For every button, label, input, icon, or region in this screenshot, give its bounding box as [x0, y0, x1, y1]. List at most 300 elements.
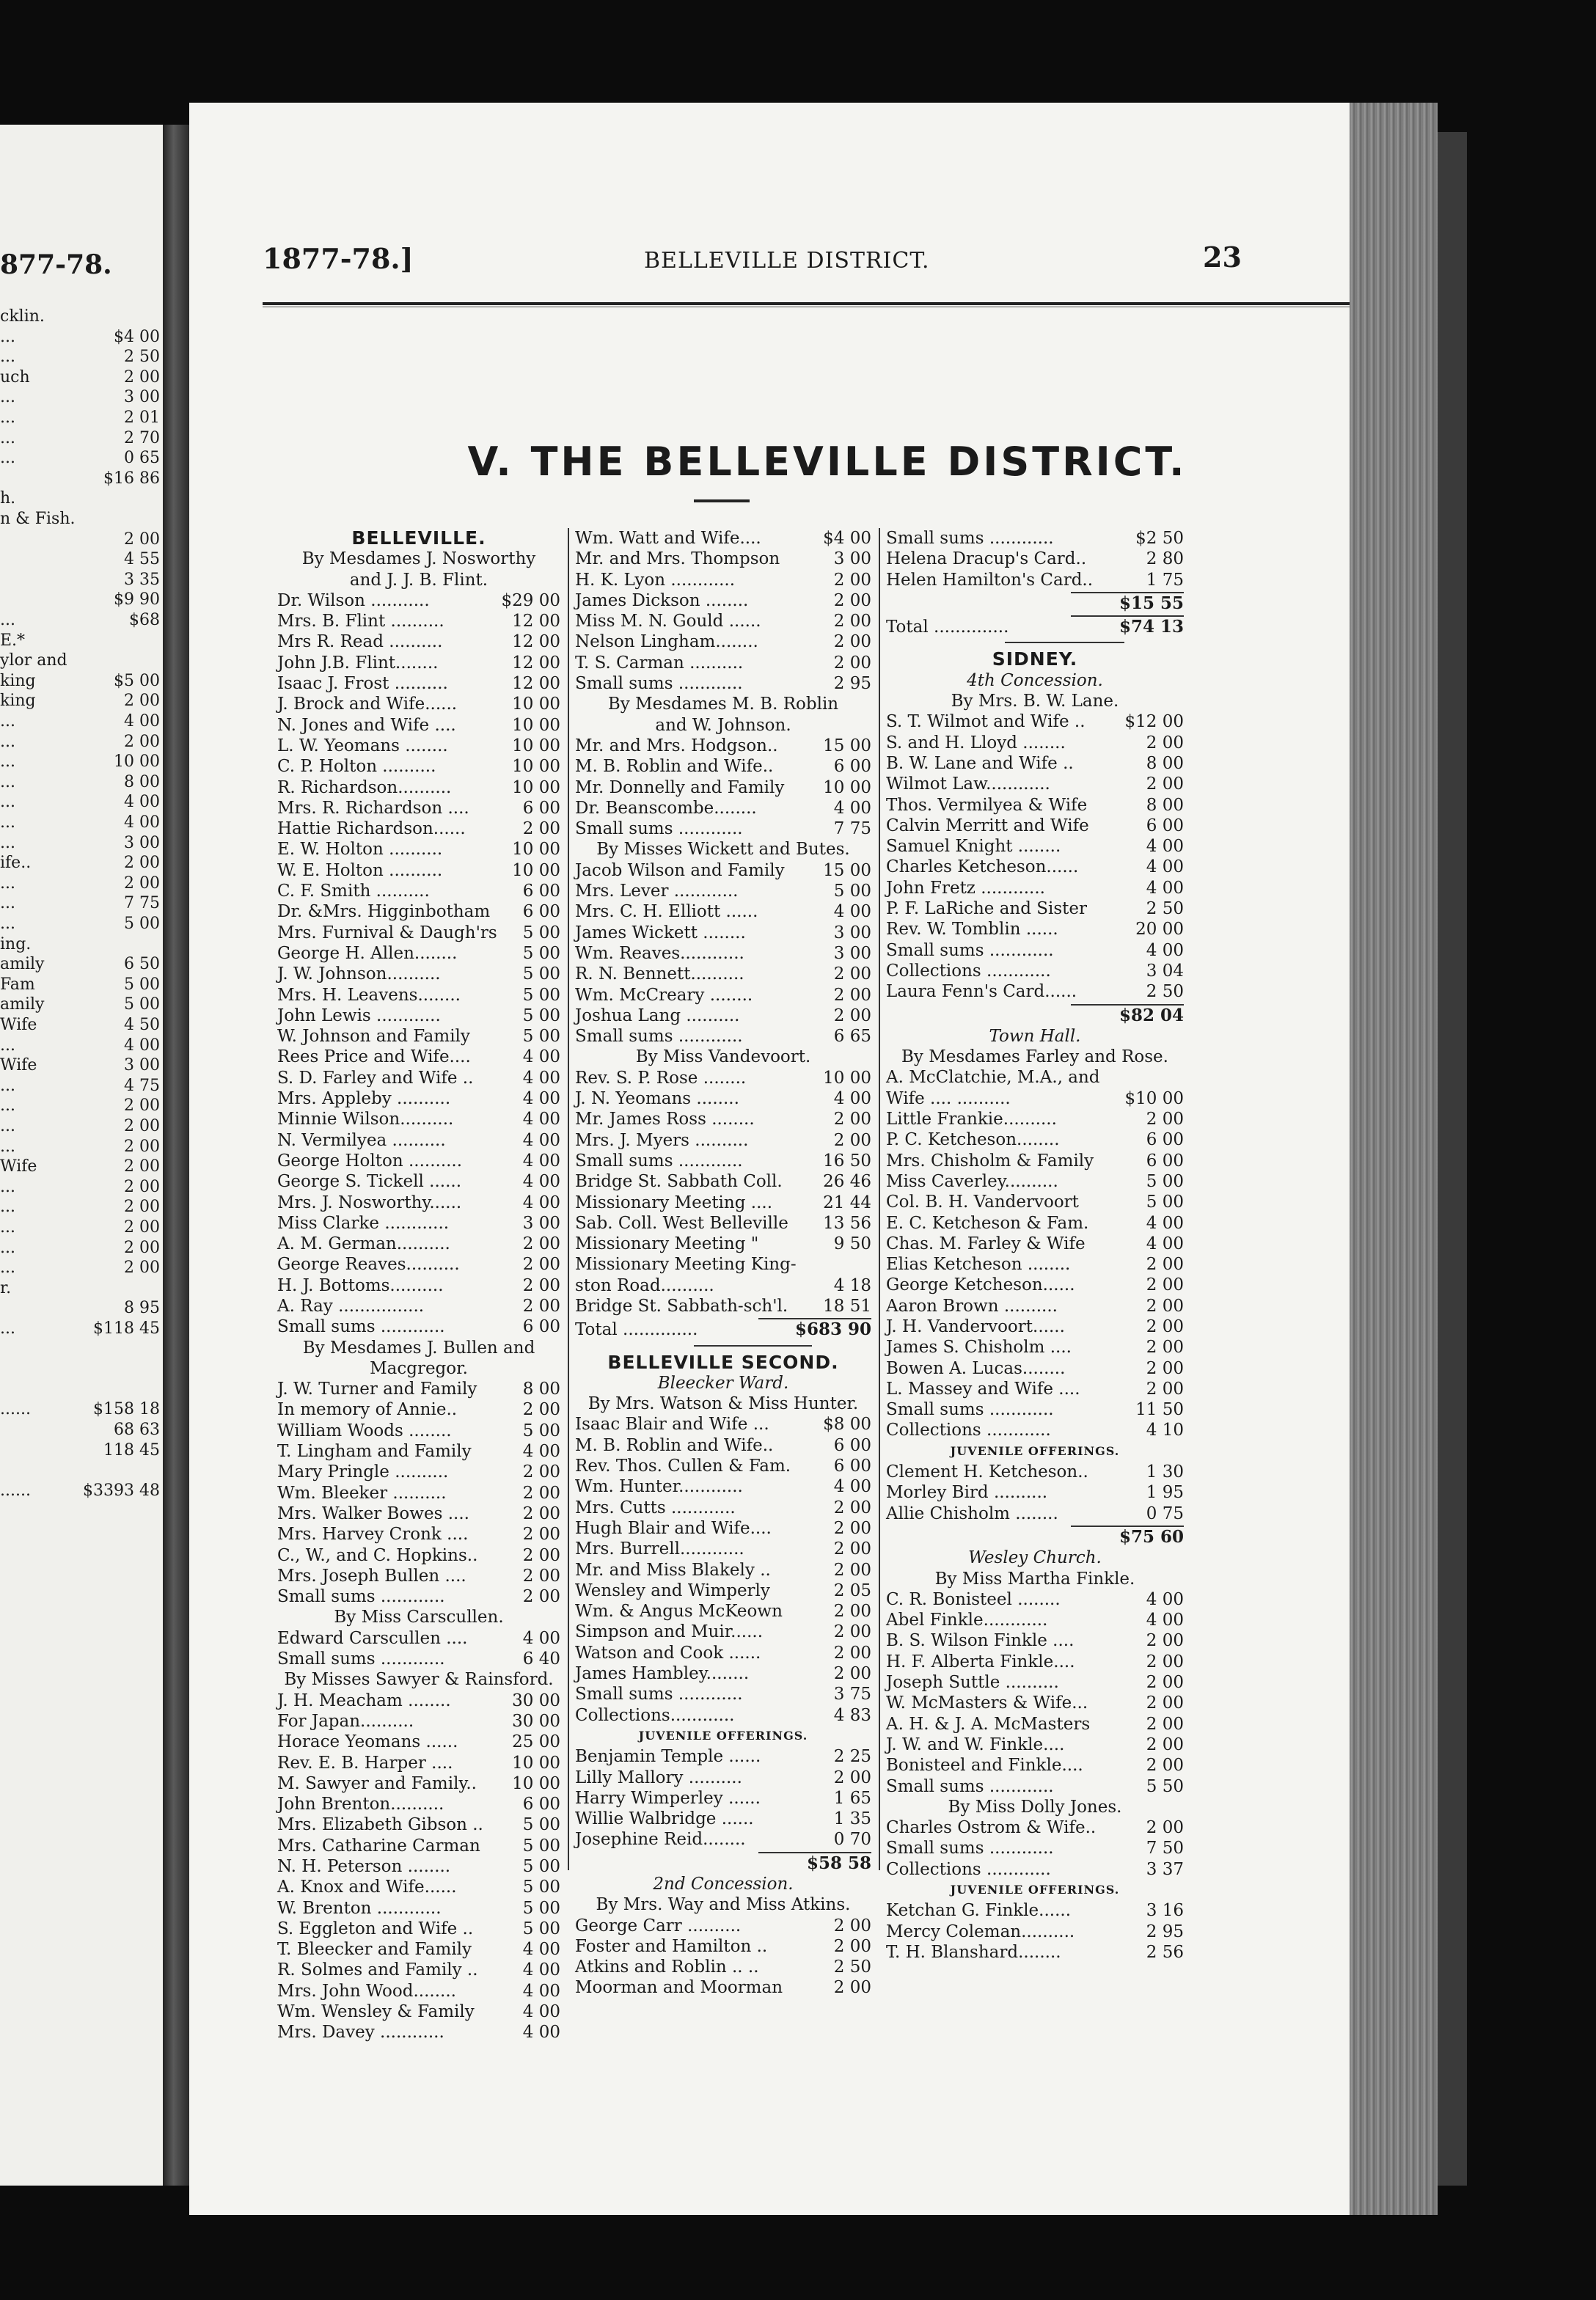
donor-name: Missionary Meeting ....: [575, 1193, 773, 1212]
donation-amount: 2 00: [522, 819, 560, 839]
facing-page-text: ...: [0, 1137, 15, 1156]
donor-name: Small sums ............: [575, 1151, 743, 1171]
donor-name: A. Knox and Wife......: [277, 1878, 457, 1897]
donor-row: [886, 1151, 1184, 1171]
collector-line: By Misses Sawyer & Rainsford.: [284, 1670, 554, 1690]
donation-amount: 2 00: [522, 1275, 560, 1295]
facing-page-amount: 7 75: [124, 894, 160, 913]
facing-page-header: 877-78.: [0, 249, 112, 280]
collector-line: By Miss Vandevoort.: [635, 1047, 811, 1067]
donor-row: [886, 1254, 1184, 1275]
donor-name: Collections ............: [886, 1421, 1051, 1440]
donor-name: Mrs. Catharine Carman: [277, 1836, 480, 1856]
facing-page-text: ...: [0, 1096, 15, 1116]
donation-amount: 4 00: [833, 902, 871, 922]
donor-name: Allie Chisholm ........: [886, 1504, 1058, 1523]
donor-name: Minnie Wilson..........: [277, 1110, 454, 1129]
donor-row: [575, 549, 871, 569]
donation-amount: 2 00: [833, 1130, 871, 1150]
facing-page-amount: 3 35: [124, 570, 160, 589]
donation-amount: 4 00: [522, 1110, 560, 1129]
donation-amount: 2 00: [1146, 1275, 1184, 1295]
total-label: Total ..............: [575, 1320, 698, 1340]
facing-page-text: n & Fish.: [0, 510, 76, 528]
facing-page-line: [0, 934, 163, 954]
donor-row: [277, 1316, 560, 1337]
donor-row: [277, 1275, 560, 1296]
donation-amount: 4 00: [522, 1172, 560, 1192]
donor-name: Small sums ............: [886, 1400, 1054, 1420]
facing-page-amount: $4 00: [114, 327, 160, 346]
donor-row: [277, 1628, 560, 1649]
donor-name: Josephine Reid........: [575, 1830, 746, 1850]
donor-row: [575, 1581, 871, 1601]
donor-row: [575, 1088, 871, 1109]
donor-name: A. M. German..........: [277, 1234, 450, 1254]
donor-name: Mrs. Chisholm & Family: [886, 1151, 1094, 1171]
donation-amount: 4 00: [522, 1442, 560, 1462]
donor-name: Helena Dracup's Card..: [886, 549, 1087, 569]
donation-amount: 1 30: [1146, 1462, 1184, 1482]
donor-name: Small sums ............: [277, 1649, 445, 1669]
facing-page-line: [0, 1197, 163, 1217]
facing-page-amount: 3 00: [124, 1056, 160, 1075]
donor-name: Simpson and Muir......: [575, 1622, 764, 1642]
donor-row: [886, 1234, 1184, 1254]
donation-amount: 2 00: [1146, 1255, 1184, 1275]
facing-page-line: [0, 387, 163, 407]
donation-amount: 8 00: [1146, 795, 1184, 815]
facing-page-line: [0, 1278, 163, 1298]
donation-amount: 2 56: [1146, 1942, 1184, 1962]
donation-amount: 5 00: [522, 985, 560, 1005]
facing-page-text: ...: [0, 874, 15, 893]
donor-name: Helen Hamilton's Card..: [886, 570, 1094, 590]
facing-page-amount: 8 95: [124, 1299, 160, 1318]
donor-row: [575, 964, 871, 984]
donation-amount: 4 18: [833, 1275, 871, 1295]
donor-row: [886, 549, 1184, 569]
donation-amount: 2 00: [1146, 1358, 1184, 1378]
donor-row: [886, 1672, 1184, 1693]
facing-page-line: [0, 1116, 163, 1136]
donation-amount: 2 00: [522, 1504, 560, 1523]
donation-amount: 6 00: [833, 757, 871, 777]
donation-amount: 4 00: [1146, 1234, 1184, 1253]
facing-page-line: [0, 1055, 163, 1075]
facing-page-line: [0, 327, 163, 347]
facing-page-line: [0, 610, 163, 630]
facing-page-line: [0, 792, 163, 812]
donor-name: Watson and Cook ......: [575, 1643, 761, 1663]
donation-amount: 0 70: [833, 1830, 871, 1850]
donor-name: Small sums ............: [886, 529, 1054, 548]
donor-row: [575, 923, 871, 943]
donation-amount: 2 00: [1146, 1316, 1184, 1336]
donor-name: Lilly Mallory ..........: [575, 1768, 742, 1787]
donor-name: R. N. Bennett..........: [575, 964, 744, 984]
facing-page-line: [0, 995, 163, 1014]
facing-page-text: ......: [0, 1400, 31, 1419]
facing-page-text: ...: [0, 1117, 15, 1135]
donor-row: [886, 753, 1184, 774]
donor-row: [886, 1213, 1184, 1234]
donation-amount: 10 00: [512, 715, 560, 735]
donor-name: Mrs. John Wood........: [277, 1981, 456, 2001]
donation-amount: 4 00: [1146, 837, 1184, 857]
donor-name: Collections ............: [886, 1859, 1051, 1879]
donor-row: [886, 733, 1184, 753]
donor-row: [575, 1518, 871, 1539]
donor-row: [277, 1193, 560, 1213]
facing-page-amount: 2 00: [124, 1198, 160, 1217]
donation-amount: 5 00: [522, 1878, 560, 1897]
donor-name: Sab. Coll. West Belleville: [575, 1213, 788, 1233]
donor-row: [886, 1630, 1184, 1651]
facing-page-text: ...: [0, 793, 15, 812]
donor-row: [886, 1109, 1184, 1129]
donor-name: Small sums ............: [575, 819, 743, 839]
donor-name: N. Jones and Wife ....: [277, 715, 456, 735]
donor-row: [277, 1586, 560, 1607]
donation-amount: 4 00: [522, 1940, 560, 1960]
donor-row: [886, 1838, 1184, 1858]
donation-amount: 2 00: [833, 612, 871, 631]
donor-row: [277, 798, 560, 818]
facing-page-text: ...: [0, 1319, 15, 1338]
donor-row: [277, 673, 560, 694]
donation-amount: 5 00: [522, 943, 560, 963]
donor-row: [277, 1151, 560, 1171]
donor-name: Bowen A. Lucas........: [886, 1358, 1066, 1378]
facing-page-amount: 2 00: [124, 530, 160, 549]
donor-row: [575, 590, 871, 611]
donor-name: Benjamin Temple ......: [575, 1747, 761, 1767]
donation-amount: 2 50: [1146, 982, 1184, 1002]
subsection-heading: Wesley Church.: [968, 1548, 1102, 1568]
donor-row: [277, 964, 560, 984]
facing-page-line: [0, 428, 163, 448]
donor-row: [886, 1296, 1184, 1316]
donation-amount: 5 00: [522, 1006, 560, 1025]
donor-name: Mrs. Harvey Cronk ....: [277, 1525, 469, 1545]
donation-amount: 4 10: [1146, 1421, 1184, 1440]
donor-name: Mrs. Walker Bowes ....: [277, 1504, 469, 1523]
total-row: [886, 617, 1184, 637]
facing-page-amount: 6 50: [124, 955, 160, 974]
donor-name: Mrs. Elizabeth Gibson ..: [277, 1815, 483, 1835]
donation-amount: 10 00: [512, 757, 560, 777]
donation-amount: 5 00: [522, 1815, 560, 1835]
donation-amount: 5 00: [522, 1857, 560, 1876]
donor-name: For Japan..........: [277, 1711, 414, 1731]
donation-amount: 12 00: [512, 674, 560, 694]
donation-amount: 2 00: [522, 1587, 560, 1607]
donation-amount: 2 00: [1146, 733, 1184, 752]
donor-row: [575, 1916, 871, 1936]
donor-row: [575, 1234, 871, 1254]
donor-row: [575, 1006, 871, 1026]
donation-amount: 4 00: [522, 1089, 560, 1109]
donor-name: T. S. Carman ..........: [575, 653, 744, 673]
donation-amount: 2 00: [833, 1498, 871, 1517]
donor-name: Hattie Richardson......: [277, 819, 466, 839]
donor-row: [575, 1151, 871, 1171]
donation-amount: 3 00: [833, 943, 871, 963]
section-heading: SIDNEY.: [992, 648, 1078, 670]
donor-name: H. F. Alberta Finkle....: [886, 1652, 1075, 1671]
donor-name: Chas. M. Farley & Wife: [886, 1234, 1086, 1253]
donation-amount: 4 00: [1146, 1213, 1184, 1233]
donor-name: J. N. Yeomans ........: [575, 1089, 739, 1109]
facing-page-amount: 4 00: [124, 712, 160, 730]
donor-row: [886, 1192, 1184, 1212]
donation-amount: 2 00: [833, 1978, 871, 1998]
total-amount: $683 90: [794, 1319, 871, 1340]
donor-row: [886, 836, 1184, 857]
facing-page-line: [0, 1137, 163, 1157]
column-3: [886, 528, 1184, 1963]
donation-amount: 10 00: [512, 695, 560, 714]
donor-name: Miss M. N. Gould ......: [575, 612, 761, 631]
donation-amount: 2 00: [1146, 1296, 1184, 1316]
donor-name: Hugh Blair and Wife....: [575, 1518, 772, 1538]
donation-amount: 6 40: [522, 1649, 560, 1669]
running-head-years: 1877-78.]: [263, 242, 414, 275]
donor-row: [277, 1213, 560, 1234]
donor-row: [277, 1068, 560, 1088]
title-dash: [694, 499, 750, 502]
donor-row: [277, 943, 560, 964]
donation-amount: $12 00: [1124, 712, 1184, 732]
facing-page-line: [0, 833, 163, 853]
donation-amount: 4 00: [1146, 857, 1184, 877]
donor-row: [277, 923, 560, 943]
donor-name: Small sums ............: [277, 1317, 445, 1337]
donor-row: [575, 570, 871, 590]
subsection-heading: 2nd Concession.: [653, 1875, 794, 1894]
facing-page-text: ...: [0, 409, 15, 427]
donor-name: T. H. Blanshard........: [886, 1942, 1061, 1962]
donation-amount: 4 00: [833, 1477, 871, 1497]
donor-row: [575, 985, 871, 1006]
donor-row: [886, 878, 1184, 898]
donor-name: Wife .... ..........: [886, 1088, 1011, 1108]
donor-row: [277, 1006, 560, 1026]
juvenile-heading: JUVENILE OFFERINGS.: [950, 1883, 1120, 1897]
donor-row: [277, 1753, 560, 1773]
facing-page-amount: 10 00: [114, 752, 160, 772]
donation-amount: 4 00: [833, 1089, 871, 1109]
donation-amount: 2 00: [1146, 774, 1184, 794]
donor-name: Mrs. B. Flint ..........: [277, 612, 444, 631]
facing-page-amount: 2 00: [124, 692, 160, 711]
donor-name: T. Lingham and Family: [277, 1442, 472, 1462]
donation-amount: 5 00: [522, 1027, 560, 1047]
donor-name: Rees Price and Wife....: [277, 1047, 471, 1067]
facing-page-text: ...: [0, 894, 15, 913]
facing-page-line: [0, 651, 163, 670]
donor-row: [886, 981, 1184, 1002]
column-divider-1: [568, 528, 569, 1870]
facing-page-amount: 2 00: [124, 1259, 160, 1278]
facing-page-amount: 2 00: [124, 1218, 160, 1237]
facing-page-amount: 5 00: [124, 975, 160, 994]
donor-row: [886, 570, 1184, 590]
donation-amount: 21 44: [823, 1193, 871, 1212]
donation-amount: 2 00: [1146, 1756, 1184, 1776]
donation-amount: 12 00: [512, 632, 560, 652]
donor-row: [277, 1898, 560, 1919]
donor-row: [886, 857, 1184, 877]
donation-amount: 2 00: [833, 964, 871, 984]
facing-page-text: ...: [0, 388, 15, 407]
donor-name: C., W., and C. Hopkins..: [277, 1545, 478, 1565]
donor-row: [886, 1462, 1184, 1482]
collector-line: By Miss Carscullen.: [334, 1608, 504, 1627]
donor-row: [277, 2022, 560, 2043]
donation-amount: 2 00: [833, 1006, 871, 1025]
donation-amount: 4 00: [522, 2002, 560, 2022]
donor-row: [886, 1129, 1184, 1150]
donor-name: Col. B. H. Vandervoort: [886, 1193, 1079, 1212]
total-row: [886, 593, 1184, 614]
donor-name: P. F. LaRiche and Sister: [886, 899, 1088, 919]
facing-page-amount: 0 65: [124, 449, 160, 468]
donation-amount: 12 00: [512, 653, 560, 673]
donation-amount: 1 35: [833, 1809, 871, 1829]
facing-page-amount: 2 00: [124, 1238, 160, 1257]
donor-name: J. H. Vandervoort......: [886, 1316, 1065, 1336]
donation-amount: 10 00: [512, 777, 560, 797]
donor-name: Dr. Wilson ...........: [277, 590, 430, 610]
donor-name: Small sums ............: [575, 1027, 743, 1047]
donor-row: [277, 631, 560, 652]
facing-page-text: ......: [0, 1481, 31, 1500]
facing-page-amount: 5 00: [124, 995, 160, 1014]
donor-row: [575, 1788, 871, 1809]
donation-amount: 2 00: [522, 1525, 560, 1545]
facing-page-text: Fam: [0, 975, 35, 994]
donation-amount: 4 00: [522, 2023, 560, 2043]
donor-name: C. F. Smith ..........: [277, 882, 430, 901]
donor-row: [277, 1462, 560, 1482]
donation-amount: 2 00: [522, 1400, 560, 1420]
facing-page-line: [0, 307, 163, 326]
column-divider-2: [879, 528, 880, 1870]
donation-amount: 2 00: [522, 1545, 560, 1565]
donation-amount: 5 00: [522, 1421, 560, 1440]
donor-name: E. W. Holton ..........: [277, 840, 443, 860]
donation-amount: 2 00: [1146, 1818, 1184, 1838]
facing-page-amount: 2 70: [124, 428, 160, 447]
donor-row: [575, 798, 871, 818]
donor-row: [277, 1566, 560, 1586]
donor-row: [277, 1794, 560, 1814]
donor-name: Willie Walbridge ......: [575, 1809, 754, 1829]
donation-amount: $4 00: [823, 529, 871, 548]
donor-name: Harry Wimperley ......: [575, 1788, 761, 1808]
donor-row: [575, 881, 871, 901]
total-row: [575, 1319, 871, 1340]
donor-name: Wm. & Angus McKeown: [575, 1602, 783, 1622]
donor-name: H. K. Lyon ............: [575, 570, 736, 590]
facing-page-text: ...: [0, 611, 15, 629]
donor-name: R. Solmes and Family ..: [277, 1960, 478, 1980]
collector-line: and W. Johnson.: [655, 715, 791, 735]
donation-amount: 5 00: [522, 1898, 560, 1918]
facing-page-amount: $9 90: [114, 590, 160, 609]
donor-row: [277, 1379, 560, 1399]
donor-row: [886, 1504, 1184, 1524]
donor-row: [886, 711, 1184, 732]
donor-row: [277, 777, 560, 798]
donor-name: Mary Pringle ..........: [277, 1462, 449, 1482]
donor-row: [277, 901, 560, 922]
donation-amount: 5 00: [1146, 1193, 1184, 1212]
donor-name: Small sums ............: [575, 674, 743, 694]
facing-page-line: [0, 367, 163, 387]
facing-page-text: ...: [0, 813, 15, 832]
donation-amount: 3 04: [1146, 961, 1184, 981]
donation-amount: 5 00: [522, 964, 560, 984]
donor-row: [575, 1746, 871, 1767]
collector-line: and J. J. B. Flint.: [349, 570, 488, 590]
donor-name: James Hambley........: [575, 1664, 750, 1684]
donor-row: [575, 736, 871, 756]
donor-row: [886, 1817, 1184, 1838]
donor-name: Jacob Wilson and Family: [575, 860, 785, 880]
donor-name: Wensley and Wimperly: [575, 1581, 770, 1600]
donor-row: [886, 1088, 1184, 1109]
donation-amount: 2 00: [1146, 1714, 1184, 1734]
donor-name: Samuel Knight ........: [886, 837, 1061, 857]
page: [189, 103, 1350, 2215]
facing-page-amount: 2 00: [124, 1137, 160, 1156]
page-edge-stack: [1350, 103, 1438, 2215]
donor-name: Mrs. Joseph Bullen ....: [277, 1566, 466, 1586]
donor-row: [277, 590, 560, 611]
donor-row: [575, 943, 871, 964]
donor-name: Mrs. J. Nosworthy......: [277, 1193, 462, 1212]
donation-amount: 2 50: [1146, 899, 1184, 919]
donor-name: Miss Caverley..........: [886, 1171, 1058, 1191]
donor-name: William Woods ........: [277, 1421, 452, 1440]
facing-page-line: [0, 1258, 163, 1278]
donor-row: [886, 1067, 1184, 1088]
donor-name: Moorman and Moorman: [575, 1978, 783, 1998]
facing-page-line: [0, 853, 163, 873]
donation-amount: 3 00: [522, 1213, 560, 1233]
total-amount: $82 04: [1119, 1005, 1184, 1025]
facing-page-text: ...: [0, 833, 15, 852]
donor-row: [277, 2001, 560, 2022]
donation-amount: 2 00: [833, 590, 871, 610]
donor-row: [886, 1714, 1184, 1735]
donor-row: [575, 1130, 871, 1151]
donor-name: George S. Tickell ......: [277, 1172, 462, 1192]
facing-page-text: king: [0, 671, 36, 690]
facing-page-amount: 4 00: [124, 1036, 160, 1055]
donor-row: [886, 1922, 1184, 1942]
donation-amount: 26 46: [823, 1172, 871, 1192]
donor-name: Nelson Lingham........: [575, 632, 758, 652]
facing-page-line: [0, 1177, 163, 1197]
donor-row: [575, 1254, 871, 1275]
facing-page-amount: 8 00: [124, 772, 160, 791]
donor-name: M. B. Roblin and Wife..: [575, 1435, 774, 1455]
donor-name: Mrs. C. H. Elliott ......: [575, 902, 758, 922]
